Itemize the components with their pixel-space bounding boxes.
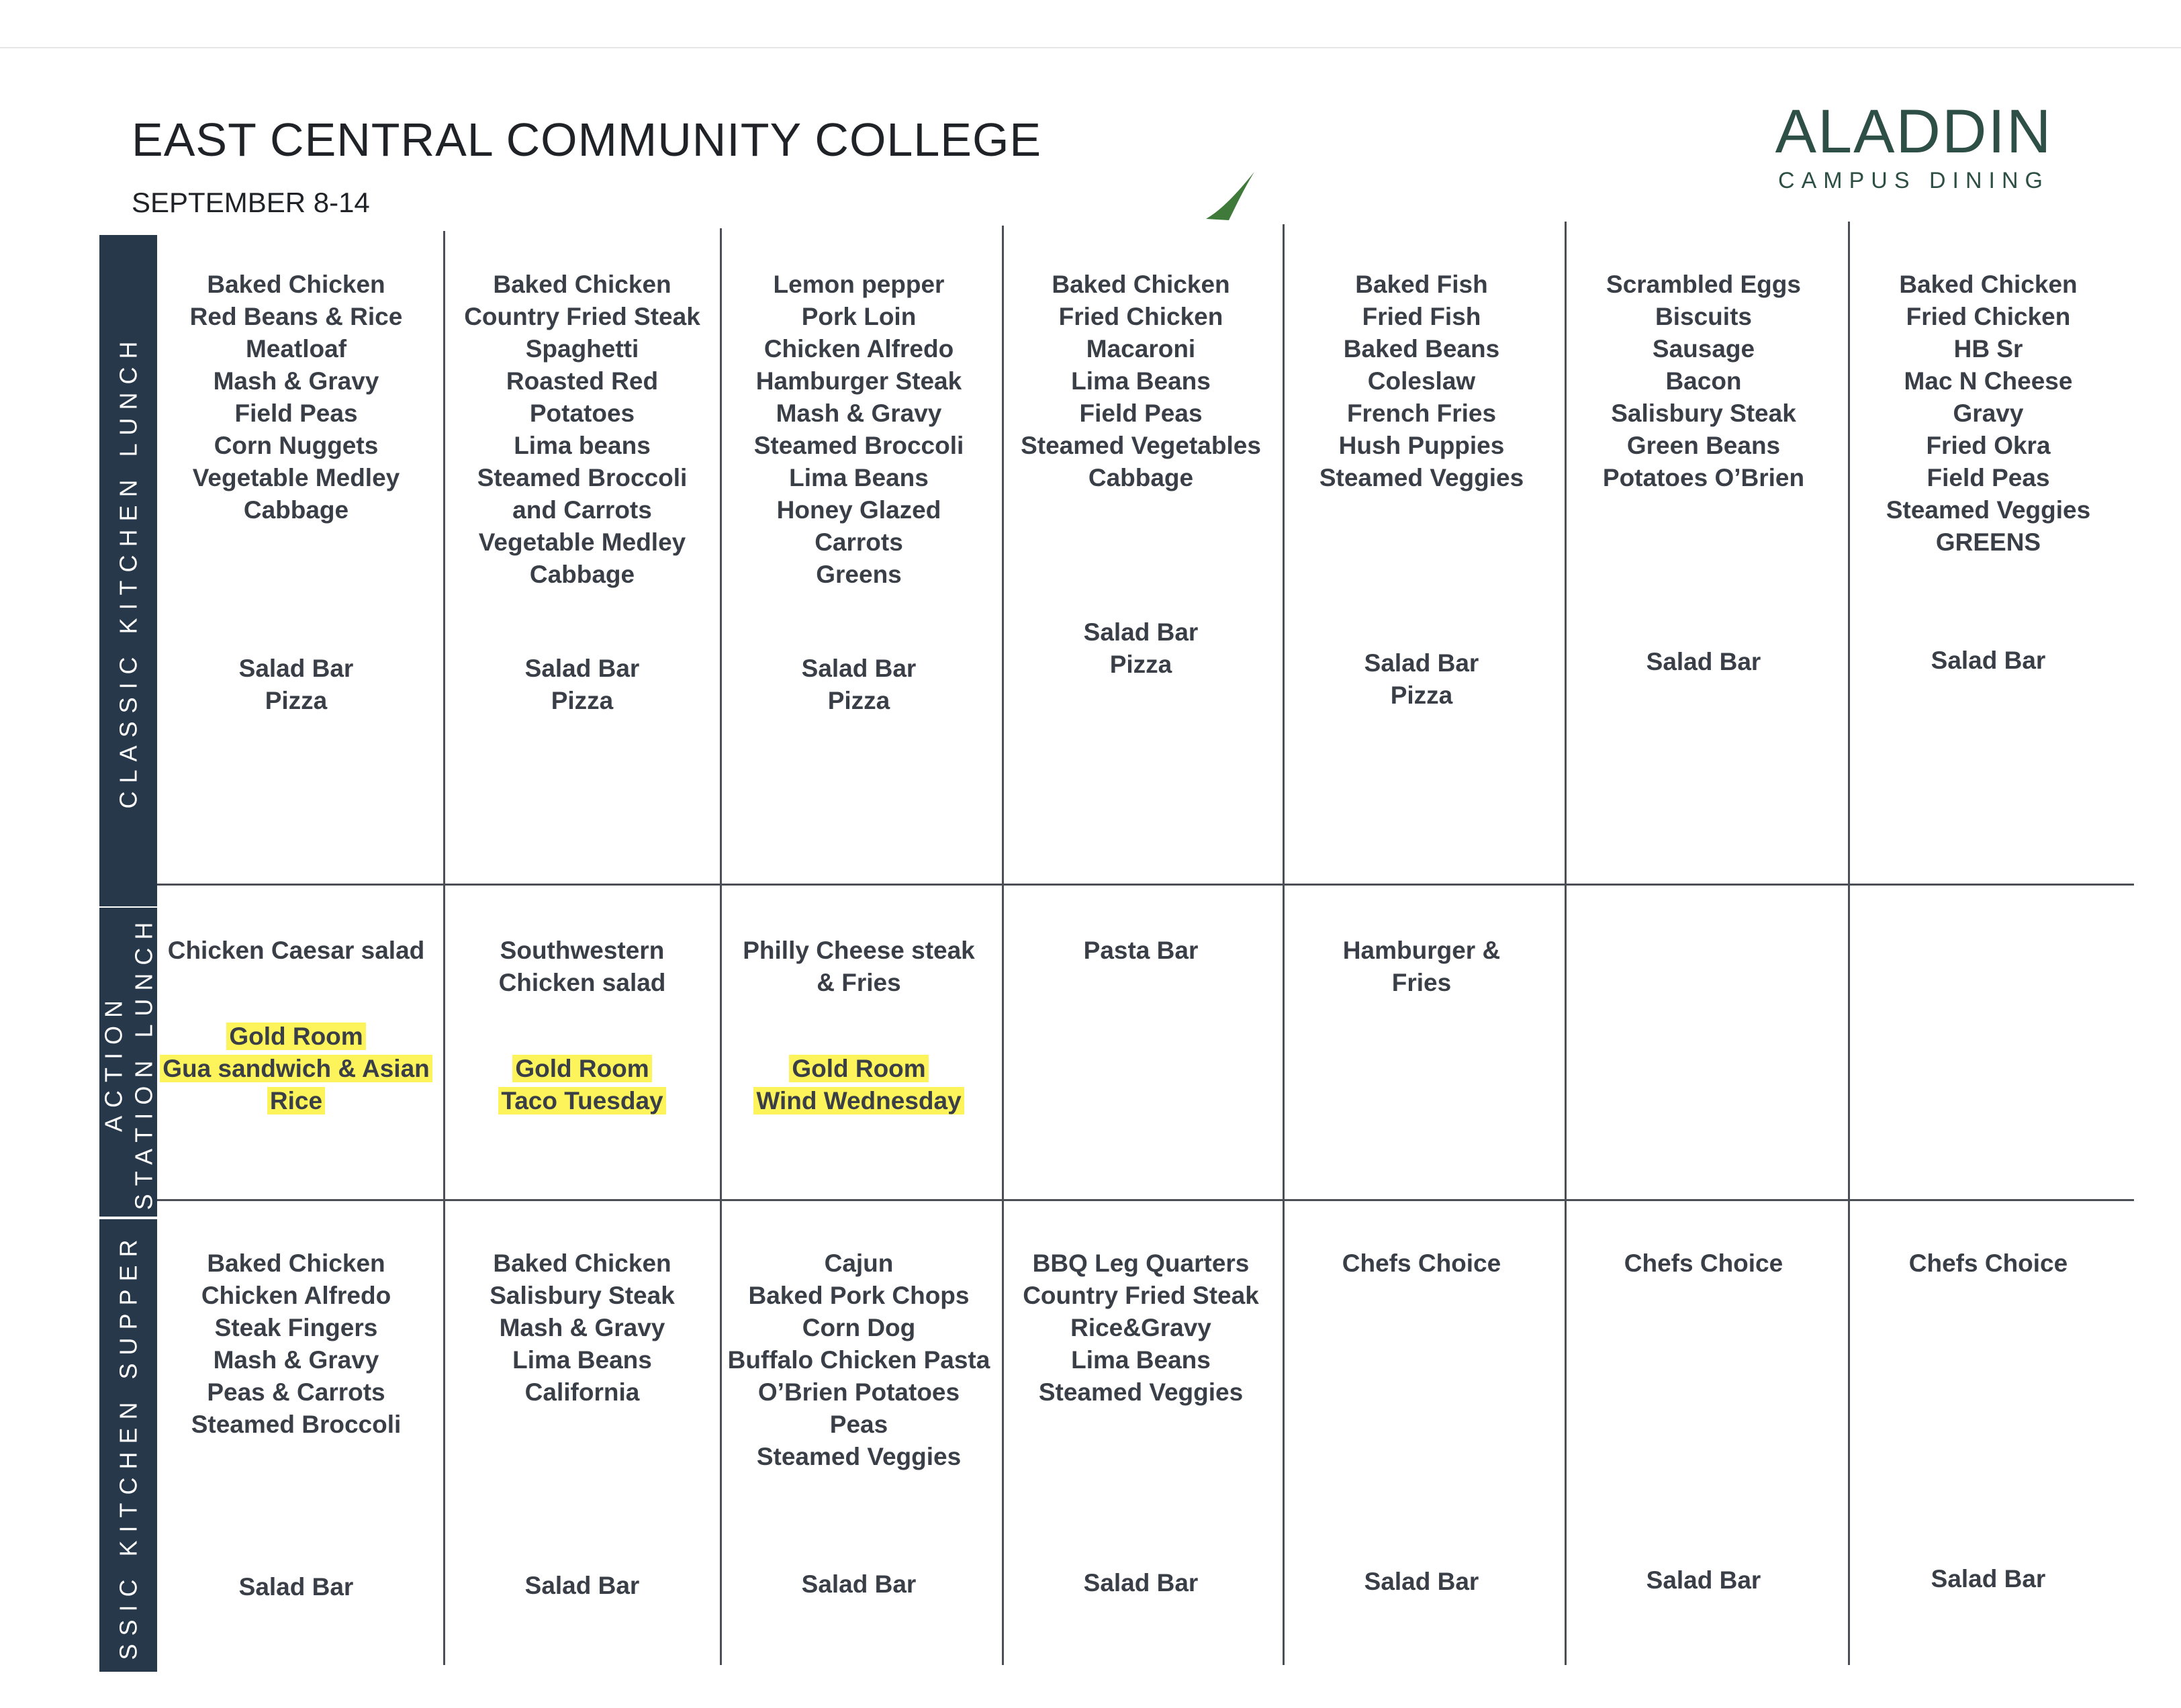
- menu-item: Macaroni: [1086, 335, 1196, 363]
- menu-item: Hamburger Steak: [755, 367, 962, 395]
- action-items: [723, 935, 995, 999]
- gold-room-item: Gua sandwich & Asian: [160, 1053, 432, 1085]
- supper-cell: [446, 1247, 718, 1409]
- menu-item: Steamed Broccoli: [191, 1411, 402, 1438]
- supper-cell: [160, 1247, 432, 1441]
- lunch-extras: [1005, 616, 1277, 681]
- lunch-items: [446, 269, 718, 591]
- menu-item: Steak Fingers: [214, 1314, 378, 1341]
- action-items: [1005, 935, 1277, 967]
- menu-item: Salisbury Steak: [1611, 399, 1796, 427]
- menu-item: Mash & Gravy: [213, 367, 379, 395]
- menu-item: Potatoes: [529, 399, 635, 427]
- extra-item: Salad Bar: [801, 1570, 917, 1598]
- gold-room-item: Taco Tuesday: [446, 1085, 718, 1117]
- supper-cell: [1285, 1247, 1558, 1280]
- column-divider: [1848, 222, 1850, 1665]
- menu-item: Salisbury Steak: [490, 1282, 675, 1309]
- menu-item: Peas & Carrots: [207, 1378, 385, 1406]
- gold-room-item: Rice: [160, 1085, 432, 1117]
- aladdin-logo: [1773, 97, 2055, 194]
- menu-item: Spaghetti: [525, 335, 639, 363]
- supper-items: [723, 1247, 995, 1473]
- action-items: [1285, 935, 1558, 999]
- gold-room-item: Gold Room: [723, 1053, 995, 1085]
- menu-item: Bacon: [1665, 367, 1742, 395]
- menu-item: Cajun: [824, 1249, 894, 1277]
- menu-item: Baked Beans: [1343, 335, 1500, 363]
- column-divider: [1283, 224, 1285, 1665]
- menu-item: Lima Beans: [789, 464, 929, 491]
- menu-item: Field Peas: [1927, 464, 2050, 491]
- menu-item: Fried Chicken: [1058, 303, 1223, 330]
- menu-item: GREENS: [1935, 528, 2041, 556]
- supper-extras: [1285, 1566, 1558, 1598]
- menu-item: HB Sr: [1953, 335, 2023, 363]
- menu-item: Baked Pork Chops: [748, 1282, 970, 1309]
- menu-item: Chicken salad: [498, 969, 666, 996]
- lunch-items: [1285, 269, 1558, 494]
- menu-item: Carrots: [815, 528, 903, 556]
- menu-item: French Fries: [1346, 399, 1497, 427]
- menu-item: Scrambled Eggs: [1606, 271, 1801, 298]
- menu-item: Roasted Red: [506, 367, 659, 395]
- action-row-label-line1: ACTION: [99, 992, 127, 1133]
- supper-extras: [1005, 1567, 1277, 1599]
- menu-item: Hush Puppies: [1338, 432, 1505, 459]
- menu-item: Steamed Veggies: [1319, 464, 1524, 491]
- menu-item: Mash & Gravy: [776, 399, 942, 427]
- action-extras: [723, 1053, 995, 1117]
- supper-items: [446, 1247, 718, 1409]
- column-divider: [1002, 226, 1004, 1665]
- lunch-cell: [723, 269, 995, 591]
- menu-grid: [99, 222, 2134, 1672]
- logo-brand: ALADDIN: [1775, 97, 2053, 166]
- supper-cell: [1851, 1247, 2126, 1280]
- menu-item: Peas: [829, 1411, 888, 1438]
- menu-item: Sausage: [1652, 335, 1755, 363]
- extra-item: Salad Bar: [801, 655, 917, 682]
- menu-item: Corn Dog: [802, 1314, 916, 1341]
- menu-item: Mac N Cheese: [1904, 367, 2073, 395]
- menu-item: Chefs Choice: [1908, 1249, 2068, 1277]
- lunch-cell: [1285, 269, 1558, 494]
- menu-item: Corn Nuggets: [214, 432, 379, 459]
- extra-item: Salad Bar: [1646, 1566, 1761, 1594]
- lunch-cell: [446, 269, 718, 591]
- supper-extras: [446, 1570, 718, 1602]
- action-band: [99, 908, 157, 1217]
- action-row-label-line2: STATION LUNCH: [130, 914, 157, 1211]
- menu-item: Fried Chicken: [1906, 303, 2071, 330]
- extra-item: Salad Bar: [1083, 1569, 1199, 1597]
- lunch-items: [723, 269, 995, 591]
- extra-item: Salad Bar: [524, 1572, 640, 1599]
- menu-item: Southwestern: [500, 937, 665, 964]
- menu-item: Gravy: [1953, 399, 2024, 427]
- supper-items: [160, 1247, 432, 1441]
- row-divider: [157, 1199, 2134, 1201]
- supper-items: [1567, 1247, 1840, 1280]
- action-items: [160, 935, 432, 967]
- menu-item: Steamed Broccoli: [477, 464, 688, 491]
- menu-item: Field Peas: [234, 399, 358, 427]
- menu-item: Potatoes O’Brien: [1602, 464, 1805, 491]
- menu-item: Philly Cheese steak: [743, 937, 975, 964]
- menu-item: & Fries: [817, 969, 901, 996]
- action-cell: [723, 935, 995, 1117]
- menu-item: Coleslaw: [1367, 367, 1476, 395]
- column-divider: [1565, 222, 1567, 1665]
- menu-item: Biscuits: [1655, 303, 1752, 330]
- menu-item: Fried Fish: [1362, 303, 1481, 330]
- menu-item: Field Peas: [1079, 399, 1203, 427]
- menu-item: Vegetable Medley: [478, 528, 686, 556]
- menu-item: Hamburger &: [1342, 937, 1501, 964]
- menu-item: Chicken Caesar salad: [167, 937, 425, 964]
- action-cell: [1285, 935, 1558, 999]
- menu-item: Lima beans: [514, 432, 651, 459]
- extra-item: Salad Bar: [238, 655, 354, 682]
- menu-item: Fries: [1391, 969, 1452, 996]
- lunch-band: [99, 235, 157, 906]
- menu-item: and Carrots: [512, 496, 652, 524]
- supper-cell: [1005, 1247, 1277, 1409]
- extra-item: Salad Bar: [1931, 1565, 2046, 1593]
- supper-extras: [1851, 1563, 2126, 1595]
- extra-item: Pizza: [827, 687, 890, 714]
- menu-item: Rice&Gravy: [1070, 1314, 1211, 1341]
- row-divider: [157, 884, 2134, 886]
- supper-items: [1285, 1247, 1558, 1280]
- menu-item: Baked Chicken: [207, 271, 385, 298]
- menu-item: Mash & Gravy: [213, 1346, 379, 1374]
- supper-items: [1851, 1247, 2126, 1280]
- supper-cell: [1567, 1247, 1840, 1280]
- supper-items: [1005, 1247, 1277, 1409]
- menu-item: California: [524, 1378, 640, 1406]
- lunch-items: [160, 269, 432, 526]
- supper-extras: [1567, 1564, 1840, 1597]
- menu-item: Vegetable Medley: [192, 464, 400, 491]
- menu-item: Chicken Alfredo: [201, 1282, 391, 1309]
- gold-room-item: Gold Room: [446, 1053, 718, 1085]
- lunch-cell: [1005, 269, 1277, 494]
- menu-item: Baked Chicken: [207, 1249, 385, 1277]
- action-cell: [1005, 935, 1277, 967]
- lunch-extras: [1851, 645, 2126, 677]
- menu-item: Buffalo Chicken Pasta: [727, 1346, 990, 1374]
- menu-item: Chicken Alfredo: [763, 335, 954, 363]
- logo-subtitle: CAMPUS DINING: [1778, 168, 2049, 193]
- extra-item: Salad Bar: [1931, 647, 2046, 674]
- column-divider: [720, 228, 722, 1665]
- extra-item: Salad Bar: [1083, 618, 1199, 646]
- menu-item: Steamed Veggies: [1038, 1378, 1244, 1406]
- extra-item: Salad Bar: [524, 655, 640, 682]
- menu-item: Green Beans: [1626, 432, 1781, 459]
- menu-item: Lima Beans: [512, 1346, 652, 1374]
- extra-item: Pizza: [265, 687, 328, 714]
- supper-band: [99, 1219, 157, 1672]
- column-divider: [443, 231, 445, 1665]
- extra-item: Pizza: [551, 687, 614, 714]
- lunch-extras: [446, 653, 718, 717]
- extra-item: Pizza: [1109, 651, 1172, 678]
- menu-item: Cabbage: [529, 561, 635, 588]
- lunch-extras: [723, 653, 995, 717]
- menu-item: Baked Chicken: [1899, 271, 2078, 298]
- date-range: SEPTEMBER 8-14: [132, 187, 370, 218]
- supper-row-label: SSIC KITCHEN SUPPER: [114, 1231, 142, 1660]
- menu-item: Country Fried Steak: [1023, 1282, 1259, 1309]
- action-extras: [160, 1021, 432, 1117]
- menu-item: Steamed Veggies: [1886, 496, 2091, 524]
- menu-item: Steamed Veggies: [756, 1443, 962, 1470]
- extra-item: Salad Bar: [1646, 648, 1761, 675]
- extra-item: Salad Bar: [1364, 649, 1479, 677]
- menu-item: Baked Fish: [1355, 271, 1488, 298]
- lunch-items: [1567, 269, 1840, 494]
- action-cell: [446, 935, 718, 1117]
- lunch-extras: [160, 653, 432, 717]
- lunch-items: [1005, 269, 1277, 494]
- extra-item: Salad Bar: [1364, 1568, 1479, 1595]
- leaf-icon: [1202, 169, 1256, 223]
- menu-item: Lima Beans: [1071, 367, 1211, 395]
- menu-item: BBQ Leg Quarters: [1032, 1249, 1250, 1277]
- menu-item: Chefs Choice: [1624, 1249, 1783, 1277]
- menu-item: Country Fried Steak: [464, 303, 700, 330]
- lunch-cell: [160, 269, 432, 526]
- menu-item: Baked Chicken: [1052, 271, 1230, 298]
- supper-cell: [723, 1247, 995, 1473]
- menu-item: Chefs Choice: [1342, 1249, 1501, 1277]
- menu-item: Baked Chicken: [493, 1249, 671, 1277]
- supper-extras: [160, 1571, 432, 1603]
- menu-item: Greens: [816, 561, 902, 588]
- menu-item: Meatloaf: [245, 335, 347, 363]
- gold-room-item: Wind Wednesday: [723, 1085, 995, 1117]
- menu-item: Pork Loin: [801, 303, 917, 330]
- menu-item: Cabbage: [243, 496, 349, 524]
- action-cell: [160, 935, 432, 1117]
- lunch-items: [1851, 269, 2126, 559]
- menu-item: Pasta Bar: [1083, 937, 1199, 964]
- menu-item: Fried Okra: [1926, 432, 2051, 459]
- menu-item: Steamed Broccoli: [753, 432, 964, 459]
- menu-item: O’Brien Potatoes: [757, 1378, 960, 1406]
- page-title: EAST CENTRAL COMMUNITY COLLEGE: [132, 113, 1042, 166]
- action-extras: [446, 1053, 718, 1117]
- menu-item: Lima Beans: [1071, 1346, 1211, 1374]
- action-row-label: [99, 914, 157, 1211]
- lunch-extras: [1285, 647, 1558, 712]
- supper-extras: [723, 1568, 995, 1601]
- menu-item: Steamed Vegetables: [1021, 432, 1261, 459]
- menu-item: Cabbage: [1088, 464, 1194, 491]
- menu-item: Baked Chicken: [493, 271, 671, 298]
- menu-item: Mash & Gravy: [499, 1314, 665, 1341]
- lunch-extras: [1567, 646, 1840, 678]
- lunch-cell: [1567, 269, 1840, 494]
- top-rule: [0, 47, 2181, 48]
- menu-item: Lemon pepper: [773, 271, 945, 298]
- lunch-cell: [1851, 269, 2126, 559]
- action-items: [446, 935, 718, 999]
- lunch-row-label: CLASSIC KITCHEN LUNCH: [114, 332, 142, 809]
- menu-item: Honey Glazed: [776, 496, 941, 524]
- menu-item: Red Beans & Rice: [189, 303, 403, 330]
- extra-item: Pizza: [1390, 681, 1453, 709]
- extra-item: Salad Bar: [238, 1573, 354, 1601]
- gold-room-item: Gold Room: [160, 1021, 432, 1053]
